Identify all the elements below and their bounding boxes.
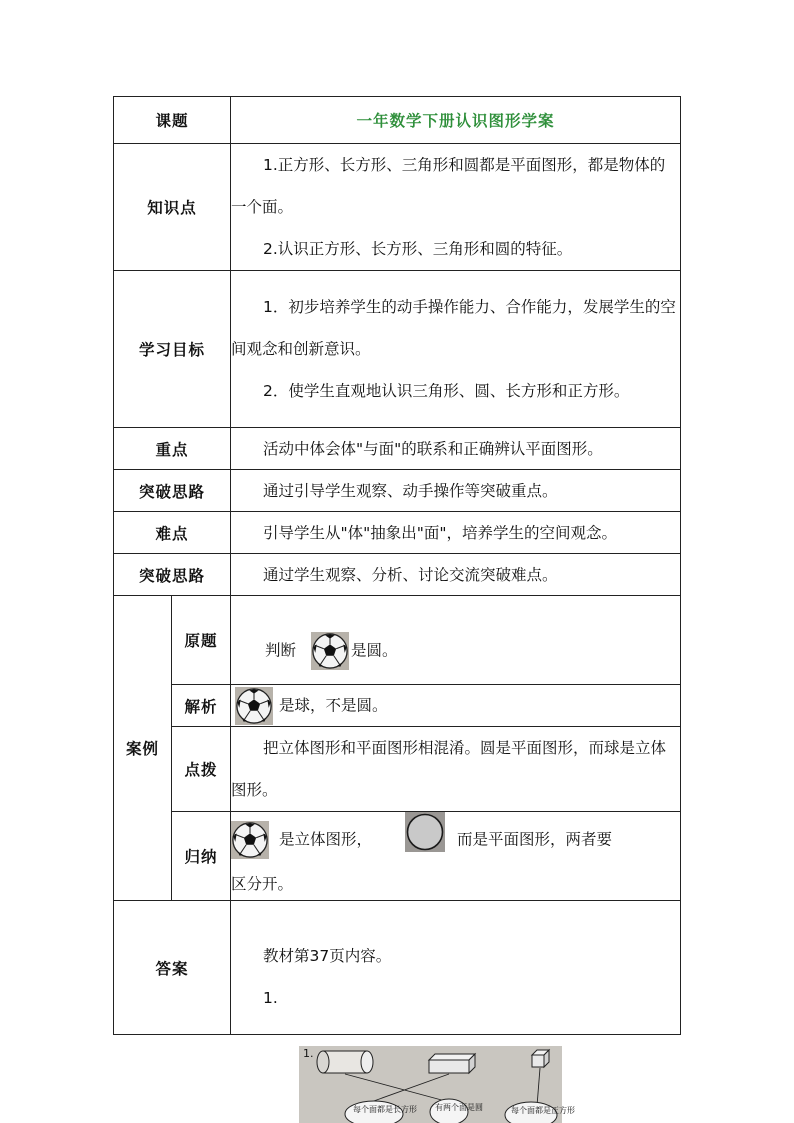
original-row bbox=[114, 596, 681, 685]
tip-label: 点拨 bbox=[172, 727, 231, 812]
summary-row bbox=[114, 812, 681, 901]
difficulty-text: 引导学生从"体"抽象出"面"，培养学生的空间观念。 bbox=[263, 523, 618, 542]
soccer-ball-icon bbox=[235, 687, 273, 725]
goal-label: 学习目标 bbox=[114, 271, 231, 428]
cuboid-shape bbox=[429, 1054, 475, 1073]
approach2-label: 突破思路 bbox=[114, 554, 231, 596]
cube-shape bbox=[532, 1050, 549, 1067]
key-label: 重点 bbox=[114, 428, 231, 470]
difficulty-row bbox=[114, 512, 681, 554]
soccer-ball-icon bbox=[311, 632, 349, 670]
summary-end-2: 区分开。 bbox=[231, 875, 294, 893]
original-pre: 判断 bbox=[265, 641, 297, 660]
approach2-text: 通过学生观察、分析、讨论交流突破难点。 bbox=[263, 565, 558, 584]
answer-label: 答案 bbox=[114, 901, 231, 1035]
answer-cell bbox=[231, 901, 681, 1035]
knowledge-cell bbox=[231, 144, 681, 271]
original-label: 原题 bbox=[172, 596, 231, 685]
topic-row bbox=[114, 97, 681, 144]
knowledge-row bbox=[114, 144, 681, 271]
knowledge-label: 知识点 bbox=[114, 144, 231, 271]
answer-text: 教材第37页内容。 bbox=[263, 946, 392, 965]
soccer-ball-icon bbox=[231, 821, 269, 859]
approach1-label: 突破思路 bbox=[114, 470, 231, 512]
bubble-1: 每个面都是长方形 bbox=[353, 1105, 417, 1114]
original-cell bbox=[231, 596, 681, 685]
analysis-text: 是球，不是圆。 bbox=[279, 696, 388, 714]
summary-cell bbox=[231, 812, 681, 901]
answer-number: 1. bbox=[263, 988, 278, 1007]
summary-label: 归纳 bbox=[172, 812, 231, 901]
tip-row bbox=[114, 727, 681, 812]
key-text: 活动中体会体"与面"的联系和正确辨认平面图形。 bbox=[263, 439, 603, 458]
lesson-plan-table bbox=[113, 96, 681, 1035]
approach1-text: 通过引导学生观察、动手操作等突破重点。 bbox=[263, 481, 558, 500]
page-title: 一年数学下册认识图形学案 bbox=[231, 97, 681, 144]
analysis-row bbox=[114, 685, 681, 727]
figure-number: 1. bbox=[303, 1047, 314, 1060]
goal-row bbox=[114, 271, 681, 428]
difficulty-label: 难点 bbox=[114, 512, 231, 554]
goal-point-2: 2．使学生直观地认识三角形、圆、长方形和正方形。 bbox=[263, 382, 630, 400]
bubble-3: 每个面都是正方形 bbox=[511, 1106, 575, 1115]
approach1-row bbox=[114, 470, 681, 512]
approach2-row bbox=[114, 554, 681, 596]
answer-row bbox=[114, 901, 681, 1035]
key-row bbox=[114, 428, 681, 470]
summary-mid: 是立体图形， bbox=[279, 830, 373, 849]
circle-icon bbox=[405, 812, 445, 868]
original-post: 是圆。 bbox=[350, 641, 398, 660]
goal-cell bbox=[231, 271, 681, 428]
bubble-2: 有两个面是圆 bbox=[435, 1103, 483, 1112]
knowledge-point-1: 1.正方形、长方形、三角形和圆都是平面图形，都是物体的一个面。 bbox=[231, 156, 666, 216]
analysis-label: 解析 bbox=[172, 685, 231, 727]
case-label: 案例 bbox=[114, 596, 172, 901]
cylinder-shape bbox=[317, 1051, 373, 1073]
knowledge-point-2: 2.认识正方形、长方形、三角形和圆的特征。 bbox=[263, 240, 573, 258]
analysis-cell bbox=[231, 685, 681, 727]
textbook-exercise-image bbox=[299, 1046, 575, 1123]
summary-end-1: 而是平面图形，两者要 bbox=[456, 830, 612, 849]
tip-text: 把立体图形和平面图形相混淆。圆是平面图形，而球是立体图形。 bbox=[231, 739, 667, 799]
topic-label: 课题 bbox=[114, 97, 231, 144]
goal-point-1: 1．初步培养学生的动手操作能力、合作能力，发展学生的空间观念和创新意识。 bbox=[231, 298, 676, 358]
